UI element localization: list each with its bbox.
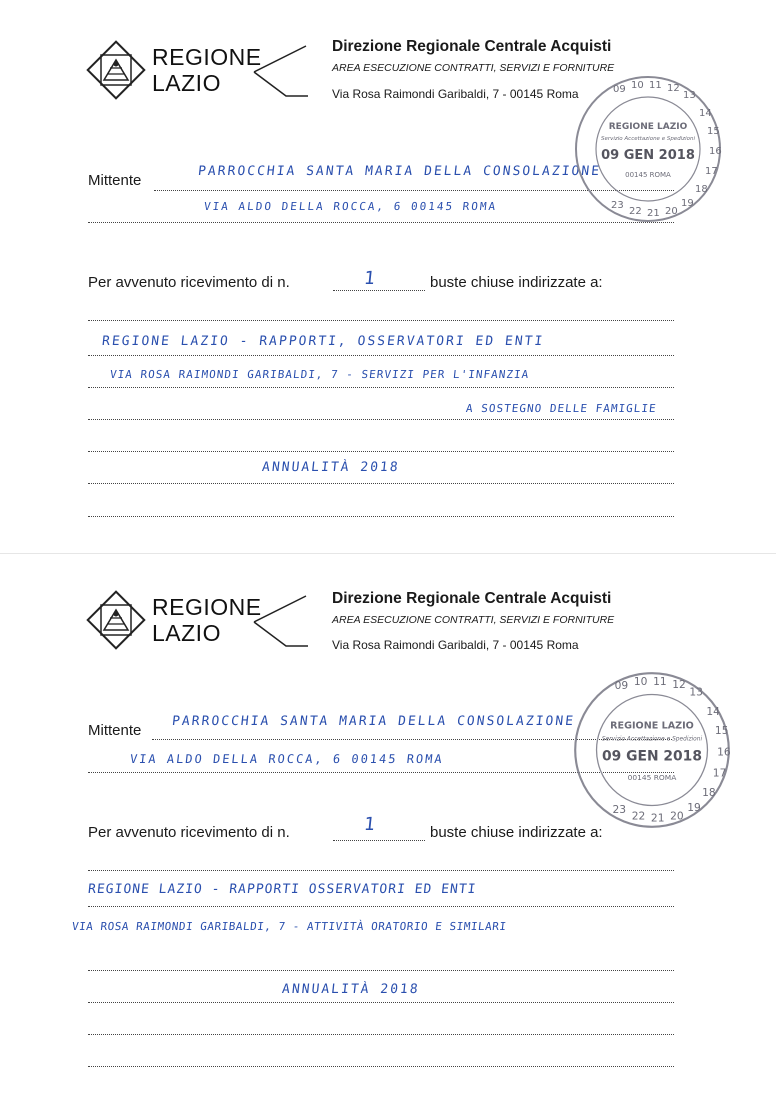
stamp-num: 18 <box>695 184 708 195</box>
stamp-num: 20 <box>665 206 678 217</box>
stamp-num: 10 <box>633 674 648 688</box>
addressee-handwritten-1: REGIONE LAZIO - RAPPORTI OSSERVATORI ED ENTI <box>87 882 478 897</box>
regione-lazio-logo-icon <box>86 590 146 650</box>
sender-handwritten-2: VIA ALDO DELLA ROCCA, 6 00145 ROMA <box>129 752 445 766</box>
stamp-num: 19 <box>681 198 694 209</box>
address-line-7 <box>88 516 674 517</box>
brand-line1: REGIONE <box>152 594 262 620</box>
stamp-num: 13 <box>683 90 696 101</box>
sender-handwritten-1: PARROCCHIA SANTA MARIA DELLA CONSOLAZIONE <box>171 714 576 729</box>
receipt-suffix: buste chiuse indirizzate a: <box>430 824 603 841</box>
stamp-num: 11 <box>653 674 667 688</box>
stamp-num: 17 <box>712 766 727 780</box>
stamp-num: 16 <box>717 745 731 759</box>
address-line-1 <box>88 870 674 871</box>
stamp-num: 18 <box>702 785 716 799</box>
org-subtitle: AREA ESECUZIONE CONTRATTI, SERVIZI E FORNITURE <box>332 614 615 626</box>
addressee-handwritten-3: ANNUALITÀ 2018 <box>281 982 421 997</box>
address-line-4 <box>88 1002 674 1003</box>
stamp-dept: Servizio Accettazione e Spedizioni <box>601 736 703 743</box>
org-address: Via Rosa Raimondi Garibaldi, 7 - 00145 Roma <box>332 638 579 652</box>
addressee-handwritten-4: ANNUALITÀ 2018 <box>261 460 401 475</box>
sender-label: Mittente <box>88 172 142 189</box>
stamp-num: 17 <box>705 166 718 177</box>
brand-line1: REGIONE <box>152 44 262 70</box>
count-line <box>333 840 425 841</box>
address-line-3 <box>88 970 674 971</box>
addressee-handwritten-2: VIA ROSA RAIMONDI GARIBALDI, 7 - ATTIVITÀ ORATORIO E SIMILARI <box>71 920 508 933</box>
address-line-6 <box>88 483 674 484</box>
org-title: Direzione Regionale Centrale Acquisti <box>332 38 612 55</box>
org-subtitle: AREA ESECUZIONE CONTRATTI, SERVIZI E FORNITURE <box>332 62 615 74</box>
address-line-3 <box>88 387 674 388</box>
regione-lazio-logo-icon <box>86 40 146 100</box>
stamp-num: 13 <box>689 685 703 699</box>
stamp-num: 21 <box>647 208 660 219</box>
brand-line2: LAZIO <box>152 620 221 646</box>
address-line-6 <box>88 1066 674 1067</box>
receipt-prefix: Per avvenuto ricevimento di n. <box>88 824 290 841</box>
org-title: Direzione Regionale Centrale Acquisti <box>332 590 612 607</box>
stamp-num: 09 <box>613 84 626 95</box>
brand-chevron-icon <box>252 594 308 648</box>
stamp-city: 00145 ROMA <box>627 772 677 782</box>
org-address: Via Rosa Raimondi Garibaldi, 7 - 00145 Roma <box>332 87 579 101</box>
stamp-num: 15 <box>707 126 720 137</box>
address-line-1 <box>88 320 674 321</box>
addressee-handwritten-3: A SOSTEGNO DELLE FAMIGLIE <box>465 402 658 415</box>
addressee-handwritten-2: VIA ROSA RAIMONDI GARIBALDI, 7 - SERVIZI PER L'INFANZIA <box>109 368 530 381</box>
count-handwritten: 1 <box>362 268 378 289</box>
addressee-handwritten-1: REGIONE LAZIO - RAPPORTI, OSSERVATORI ED ENTI <box>101 334 545 349</box>
stamp-num: 22 <box>631 809 646 823</box>
stamp-num: 12 <box>667 83 680 94</box>
sender-handwritten-2: VIA ALDO DELLA ROCCA, 6 00145 ROMA <box>203 200 498 213</box>
slip-separator <box>0 553 776 554</box>
address-line-5 <box>88 451 674 452</box>
stamp-date: 09 GEN 2018 <box>601 148 695 163</box>
address-line-2 <box>88 355 674 356</box>
receipt-prefix: Per avvenuto ricevimento di n. <box>88 274 290 291</box>
stamp-date: 09 GEN 2018 <box>602 748 702 765</box>
stamp-num: 09 <box>614 679 629 693</box>
stamp-org: REGIONE LAZIO <box>610 720 694 732</box>
brand-chevron-icon <box>252 44 308 98</box>
stamp-num: 20 <box>670 809 684 823</box>
reception-date-stamp <box>572 670 732 830</box>
sender-label: Mittente <box>88 722 142 739</box>
stamp-num: 12 <box>672 678 686 692</box>
stamp-num: 14 <box>706 704 720 718</box>
stamp-org: REGIONE LAZIO <box>608 122 688 132</box>
brand-line2: LAZIO <box>152 70 221 96</box>
address-line-4 <box>88 419 674 420</box>
address-line-5 <box>88 1034 674 1035</box>
stamp-num: 16 <box>709 146 722 157</box>
address-line-2 <box>88 906 674 907</box>
stamp-num: 19 <box>687 800 701 814</box>
stamp-city: 00145 ROMA <box>625 171 671 179</box>
receipt-slip-2 <box>0 556 776 1098</box>
stamp-num: 22 <box>629 206 642 217</box>
sender-handwritten-1: PARROCCHIA SANTA MARIA DELLA CONSOLAZIONE <box>197 164 602 179</box>
stamp-num: 11 <box>649 80 662 91</box>
stamp-num: 14 <box>699 108 712 119</box>
stamp-num: 15 <box>714 724 729 737</box>
stamp-num: 23 <box>611 200 624 211</box>
stamp-num: 23 <box>612 802 627 816</box>
stamp-dept: Servizio Accettazione e Spedizioni <box>600 136 696 142</box>
stamp-num: 10 <box>631 80 644 91</box>
reception-date-stamp <box>573 74 723 224</box>
receipt-suffix: buste chiuse indirizzate a: <box>430 274 603 291</box>
stamp-num: 21 <box>650 811 665 825</box>
count-handwritten: 1 <box>362 814 378 835</box>
count-line <box>333 290 425 291</box>
